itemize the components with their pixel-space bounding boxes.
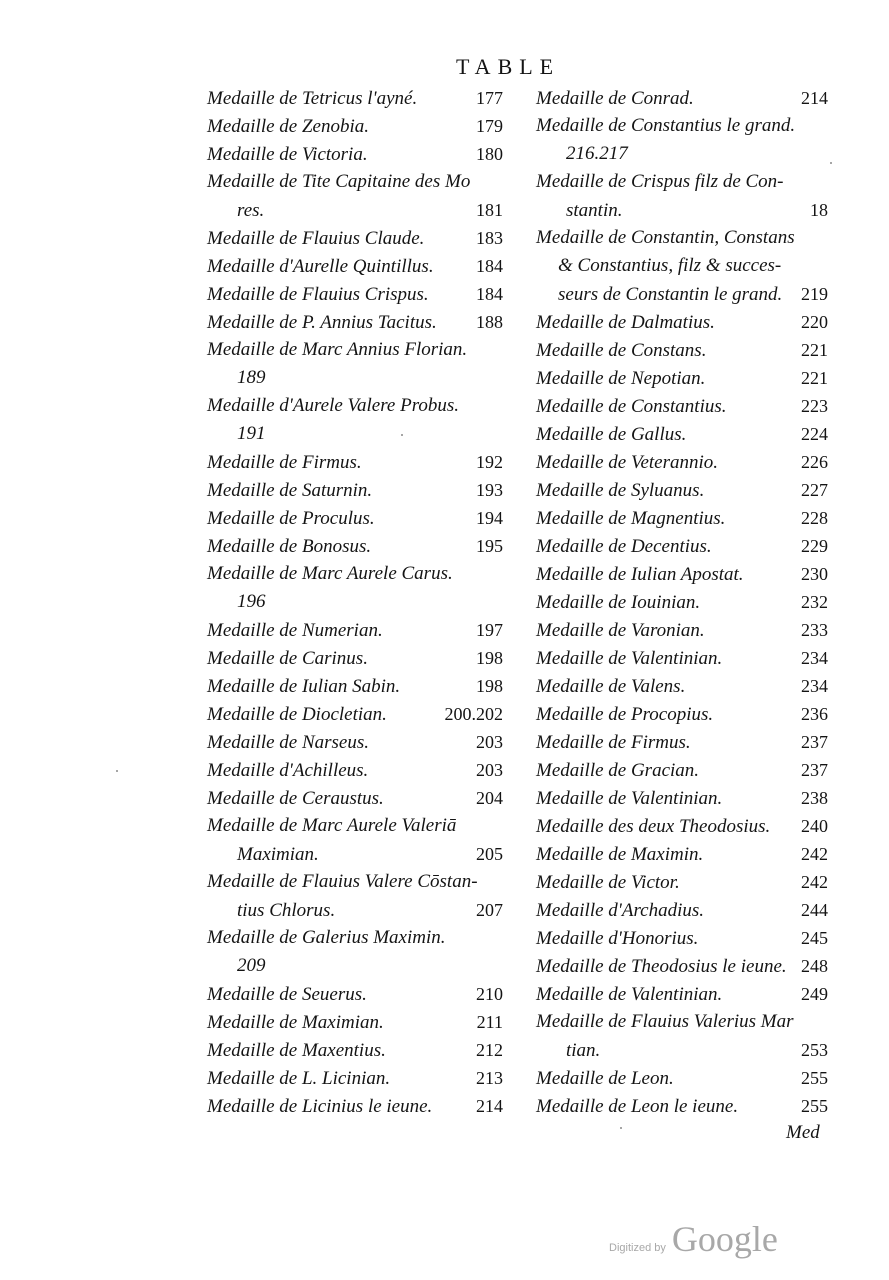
index-entry xyxy=(536,392,828,420)
entry-page-number: 193 xyxy=(476,480,503,500)
entry-page-number: 232 xyxy=(801,592,828,612)
index-entry xyxy=(536,616,828,644)
scan-speck xyxy=(620,1127,622,1129)
index-entry xyxy=(536,588,828,616)
entry-page-number: 229 xyxy=(801,536,828,556)
index-entry xyxy=(207,812,503,840)
entry-page-number: 223 xyxy=(801,396,828,416)
entry-page-number: 224 xyxy=(801,424,828,444)
index-entry xyxy=(207,924,503,952)
index-entry xyxy=(536,476,828,504)
index-entry xyxy=(536,756,828,784)
entry-text: Medaille de Firmus. xyxy=(207,452,362,473)
entry-page-number: 207 xyxy=(476,900,503,920)
entry-text: Medaille d'Archadius. xyxy=(536,900,704,921)
entry-page-number: 253 xyxy=(801,1040,828,1060)
index-entry xyxy=(207,756,503,784)
entry-page-number: 221 xyxy=(801,340,828,360)
index-entry xyxy=(536,224,828,252)
entry-text: Medaille de Numerian. xyxy=(207,620,383,641)
index-entry xyxy=(207,532,503,560)
index-entry xyxy=(207,784,503,812)
entry-text: Medaille d'Achilleus. xyxy=(207,760,369,781)
entry-page-number: 237 xyxy=(801,760,828,780)
entry-text: stantin. xyxy=(566,200,623,221)
entry-text: 189 xyxy=(237,367,266,388)
index-entry xyxy=(207,1064,503,1092)
index-entry xyxy=(207,196,503,224)
entry-text: Medaille de Flauius Crispus. xyxy=(207,284,429,305)
entry-text: Medaille de Ceraustus. xyxy=(207,788,384,809)
index-entry xyxy=(207,840,503,868)
entry-page-number: 184 xyxy=(476,284,503,304)
index-entry xyxy=(207,728,503,756)
index-entry xyxy=(207,448,503,476)
entry-text: tian. xyxy=(566,1040,601,1061)
entry-text: Medaille de Narseus. xyxy=(207,732,370,753)
entry-text: Medaille de Constantius le grand. xyxy=(536,115,796,136)
index-entry xyxy=(536,812,828,840)
entry-page-number: 203 xyxy=(476,760,503,780)
entry-text: Medaille de P. Annius Tacitus. xyxy=(207,312,437,333)
entry-text: Medaille de Valentinian. xyxy=(536,648,723,669)
entry-text: Medaille de Licinius le ieune. xyxy=(207,1096,433,1117)
index-entry xyxy=(207,336,503,364)
index-entry xyxy=(207,700,503,728)
entry-page-number: 200.202 xyxy=(444,704,503,724)
index-entry xyxy=(536,308,828,336)
index-entry xyxy=(536,644,828,672)
index-entry xyxy=(207,420,503,448)
index-entry xyxy=(536,448,828,476)
index-entry xyxy=(207,364,503,392)
index-entry xyxy=(207,308,503,336)
entry-page-number: 198 xyxy=(476,676,503,696)
index-entry xyxy=(207,140,503,168)
entry-text: Medaille de Marc Aurele Valeriā xyxy=(207,815,457,836)
entry-text: Medaille d'Aurelle Quintillus. xyxy=(207,256,434,277)
entry-text: Medaille de Proculus. xyxy=(207,508,375,529)
entry-text: 216.217 xyxy=(566,143,628,164)
entry-page-number: 212 xyxy=(476,1040,503,1060)
entry-text: Medaille de Magnentius. xyxy=(536,508,726,529)
entry-page-number: 214 xyxy=(801,88,828,108)
entry-text: Medaille de Veterannio. xyxy=(536,452,719,473)
index-entry xyxy=(207,476,503,504)
scan-speck xyxy=(116,770,118,772)
index-entry xyxy=(536,420,828,448)
entry-text: Medaille de Constans. xyxy=(536,340,707,361)
index-entry xyxy=(536,252,828,280)
entry-text: Medaille de Victoria. xyxy=(207,144,368,165)
index-entry xyxy=(207,616,503,644)
index-entry xyxy=(536,196,828,224)
entry-text: Medaille de Valentinian. xyxy=(536,788,723,809)
entry-text: Medaille de Gallus. xyxy=(536,424,687,445)
entry-text: Medaille de Diocletian. xyxy=(207,704,387,725)
index-entry xyxy=(207,588,503,616)
index-entry xyxy=(536,112,828,140)
entry-page-number: 220 xyxy=(801,312,828,332)
entry-page-number: 255 xyxy=(801,1068,828,1088)
index-entry xyxy=(536,728,828,756)
index-entry xyxy=(207,252,503,280)
index-entry xyxy=(536,560,828,588)
entry-page-number: 238 xyxy=(801,788,828,808)
index-entry xyxy=(207,896,503,924)
entry-page-number: 233 xyxy=(801,620,828,640)
entry-text: Medaille de Theodosius le ieune. xyxy=(536,956,787,977)
entry-text: Medaille de Maximin. xyxy=(536,844,704,865)
scan-speck xyxy=(830,162,832,164)
entry-text: 209 xyxy=(237,955,266,976)
entry-text: Medaille de Seuerus. xyxy=(207,984,367,1005)
index-entry xyxy=(536,84,828,112)
entry-page-number: 183 xyxy=(476,228,503,248)
entry-text: 196 xyxy=(237,591,266,612)
index-entry xyxy=(536,924,828,952)
index-entry xyxy=(536,1008,828,1036)
entry-page-number: 245 xyxy=(801,928,828,948)
index-entry xyxy=(536,700,828,728)
entry-page-number: 204 xyxy=(476,788,503,808)
google-logo: Google xyxy=(671,1219,778,1259)
entry-text: 191 xyxy=(237,423,266,444)
entry-page-number: 248 xyxy=(801,956,828,976)
entry-page-number: 237 xyxy=(801,732,828,752)
catchword: Med xyxy=(786,1122,820,1143)
entry-text: Medaille de Decentius. xyxy=(536,536,712,557)
index-entry xyxy=(536,784,828,812)
entry-text: Medaille de Syluanus. xyxy=(536,480,705,501)
entry-text: Medaille de Maximian. xyxy=(207,1012,384,1033)
index-entry xyxy=(536,952,828,980)
index-entry xyxy=(207,672,503,700)
entry-text: Medaille d'Aurele Valere Probus. xyxy=(207,395,460,416)
entry-page-number: 236 xyxy=(801,704,828,724)
index-entry xyxy=(207,392,503,420)
index-entry xyxy=(207,224,503,252)
entry-page-number: 242 xyxy=(801,844,828,864)
entry-text: Medaille de Flauius Valerius Mar xyxy=(536,1011,794,1032)
entry-text: Medaille de Gracian. xyxy=(536,760,700,781)
index-entry xyxy=(207,84,503,112)
entry-page-number: 234 xyxy=(801,676,828,696)
entry-page-number: 244 xyxy=(801,900,828,920)
watermark-prefix: Digitized by xyxy=(609,1242,666,1254)
index-entry xyxy=(207,868,503,896)
index-entry xyxy=(536,168,828,196)
entry-text: Medaille de Marc Aurele Carus. xyxy=(207,563,453,584)
left-index-column xyxy=(207,84,503,1120)
entry-text: seurs de Constantin le grand. xyxy=(558,284,783,305)
index-entry xyxy=(536,896,828,924)
entry-text: Medaille de Iouinian. xyxy=(536,592,701,613)
index-entry xyxy=(536,868,828,896)
entry-text: Medaille de Firmus. xyxy=(536,732,691,753)
index-entry xyxy=(536,1092,828,1120)
index-entry xyxy=(536,672,828,700)
page-heading: TABLE xyxy=(456,54,561,79)
entry-page-number: 210 xyxy=(476,984,503,1004)
entry-page-number: 221 xyxy=(801,368,828,388)
entry-text: Medaille de Flauius Claude. xyxy=(207,228,425,249)
index-entry xyxy=(207,504,503,532)
entry-text: Medaille de Dalmatius. xyxy=(536,312,715,333)
entry-text: Medaille de Galerius Maximin. xyxy=(207,927,446,948)
entry-page-number: 192 xyxy=(476,452,503,472)
entry-page-number: 227 xyxy=(801,480,828,500)
index-entry xyxy=(536,980,828,1008)
entry-page-number: 197 xyxy=(476,620,503,640)
entry-page-number: 179 xyxy=(476,116,503,136)
entry-page-number: 214 xyxy=(476,1096,503,1116)
index-entry xyxy=(536,140,828,168)
index-entry xyxy=(536,532,828,560)
entry-text: Medaille de Iulian Apostat. xyxy=(536,564,744,585)
entry-text: Medaille de Bonosus. xyxy=(207,536,372,557)
entry-text: Medaille de Constantius. xyxy=(536,396,727,417)
entry-page-number: 184 xyxy=(476,256,503,276)
index-entry xyxy=(207,560,503,588)
index-entry xyxy=(207,980,503,1008)
entry-text: tius Chlorus. xyxy=(237,900,336,921)
entry-page-number: 226 xyxy=(801,452,828,472)
index-entry xyxy=(207,952,503,980)
entry-page-number: 198 xyxy=(476,648,503,668)
entry-page-number: 213 xyxy=(476,1068,503,1088)
entry-text: Medaille de Valentinian. xyxy=(536,984,723,1005)
index-entry xyxy=(536,504,828,532)
entry-page-number: 181 xyxy=(476,200,503,220)
entry-text: Medaille de Constantin, Constans xyxy=(536,227,795,248)
right-index-column xyxy=(536,84,828,1120)
entry-page-number: 211 xyxy=(476,1012,503,1032)
entry-page-number: 205 xyxy=(476,844,503,864)
scan-speck xyxy=(401,434,403,436)
entry-page-number: 177 xyxy=(476,88,503,108)
entry-text: Medaille de Saturnin. xyxy=(207,480,373,501)
entry-text: Medaille de Conrad. xyxy=(536,88,694,109)
entry-page-number: 228 xyxy=(801,508,828,528)
entry-page-number: 219 xyxy=(801,284,828,304)
entry-page-number: 230 xyxy=(801,564,828,584)
entry-text: Medaille de Victor. xyxy=(536,872,680,893)
entry-text: Medaille de Maxentius. xyxy=(207,1040,386,1061)
index-entry xyxy=(536,840,828,868)
index-entry xyxy=(207,168,503,196)
index-entry xyxy=(536,336,828,364)
digitized-watermark xyxy=(609,1218,778,1260)
entry-page-number: 203 xyxy=(476,732,503,752)
index-entry xyxy=(536,280,828,308)
entry-text: Medaille des deux Theodosius. xyxy=(536,816,771,837)
entry-text: Medaille de Crispus filz de Con- xyxy=(536,171,784,192)
index-entry xyxy=(207,644,503,672)
index-entry xyxy=(207,1008,503,1036)
entry-page-number: 18 xyxy=(810,200,828,220)
entry-text: Medaille de Marc Annius Florian. xyxy=(207,339,468,360)
entry-text: Medaille de Flauius Valere Cōstan- xyxy=(207,871,478,892)
entry-page-number: 249 xyxy=(801,984,828,1004)
entry-text: Medaille de Valens. xyxy=(536,676,686,697)
entry-text: Medaille de Zenobia. xyxy=(207,116,369,137)
entry-page-number: 195 xyxy=(476,536,503,556)
entry-text: Medaille de Iulian Sabin. xyxy=(207,676,401,697)
entry-page-number: 234 xyxy=(801,648,828,668)
entry-text: Medaille de Procopius. xyxy=(536,704,714,725)
entry-page-number: 255 xyxy=(801,1096,828,1116)
entry-text: Medaille de Carinus. xyxy=(207,648,368,669)
entry-text: Medaille de Tite Capitaine des Mo xyxy=(207,171,471,192)
index-entry xyxy=(207,112,503,140)
entry-text: Medaille de Tetricus l'ayné. xyxy=(207,88,418,109)
entry-text: Medaille de Leon le ieune. xyxy=(536,1096,739,1117)
entry-text: Medaille d'Honorius. xyxy=(536,928,699,949)
entry-text: Medaille de Nepotian. xyxy=(536,368,706,389)
index-entry xyxy=(536,1036,828,1064)
index-entry xyxy=(207,280,503,308)
entry-text: Medaille de Varonian. xyxy=(536,620,705,641)
entry-text: Medaille de Leon. xyxy=(536,1068,674,1089)
entry-page-number: 240 xyxy=(801,816,828,836)
entry-text: Maximian. xyxy=(237,844,319,865)
index-entry xyxy=(536,364,828,392)
index-entry xyxy=(207,1036,503,1064)
entry-page-number: 188 xyxy=(476,312,503,332)
entry-text: Medaille de L. Licinian. xyxy=(207,1068,391,1089)
entry-text: res. xyxy=(237,200,265,221)
entry-page-number: 180 xyxy=(476,144,503,164)
entry-page-number: 194 xyxy=(476,508,503,528)
index-entry xyxy=(207,1092,503,1120)
entry-page-number: 242 xyxy=(801,872,828,892)
entry-text: & Constantius, filz & succes- xyxy=(558,255,782,276)
index-entry xyxy=(536,1064,828,1092)
